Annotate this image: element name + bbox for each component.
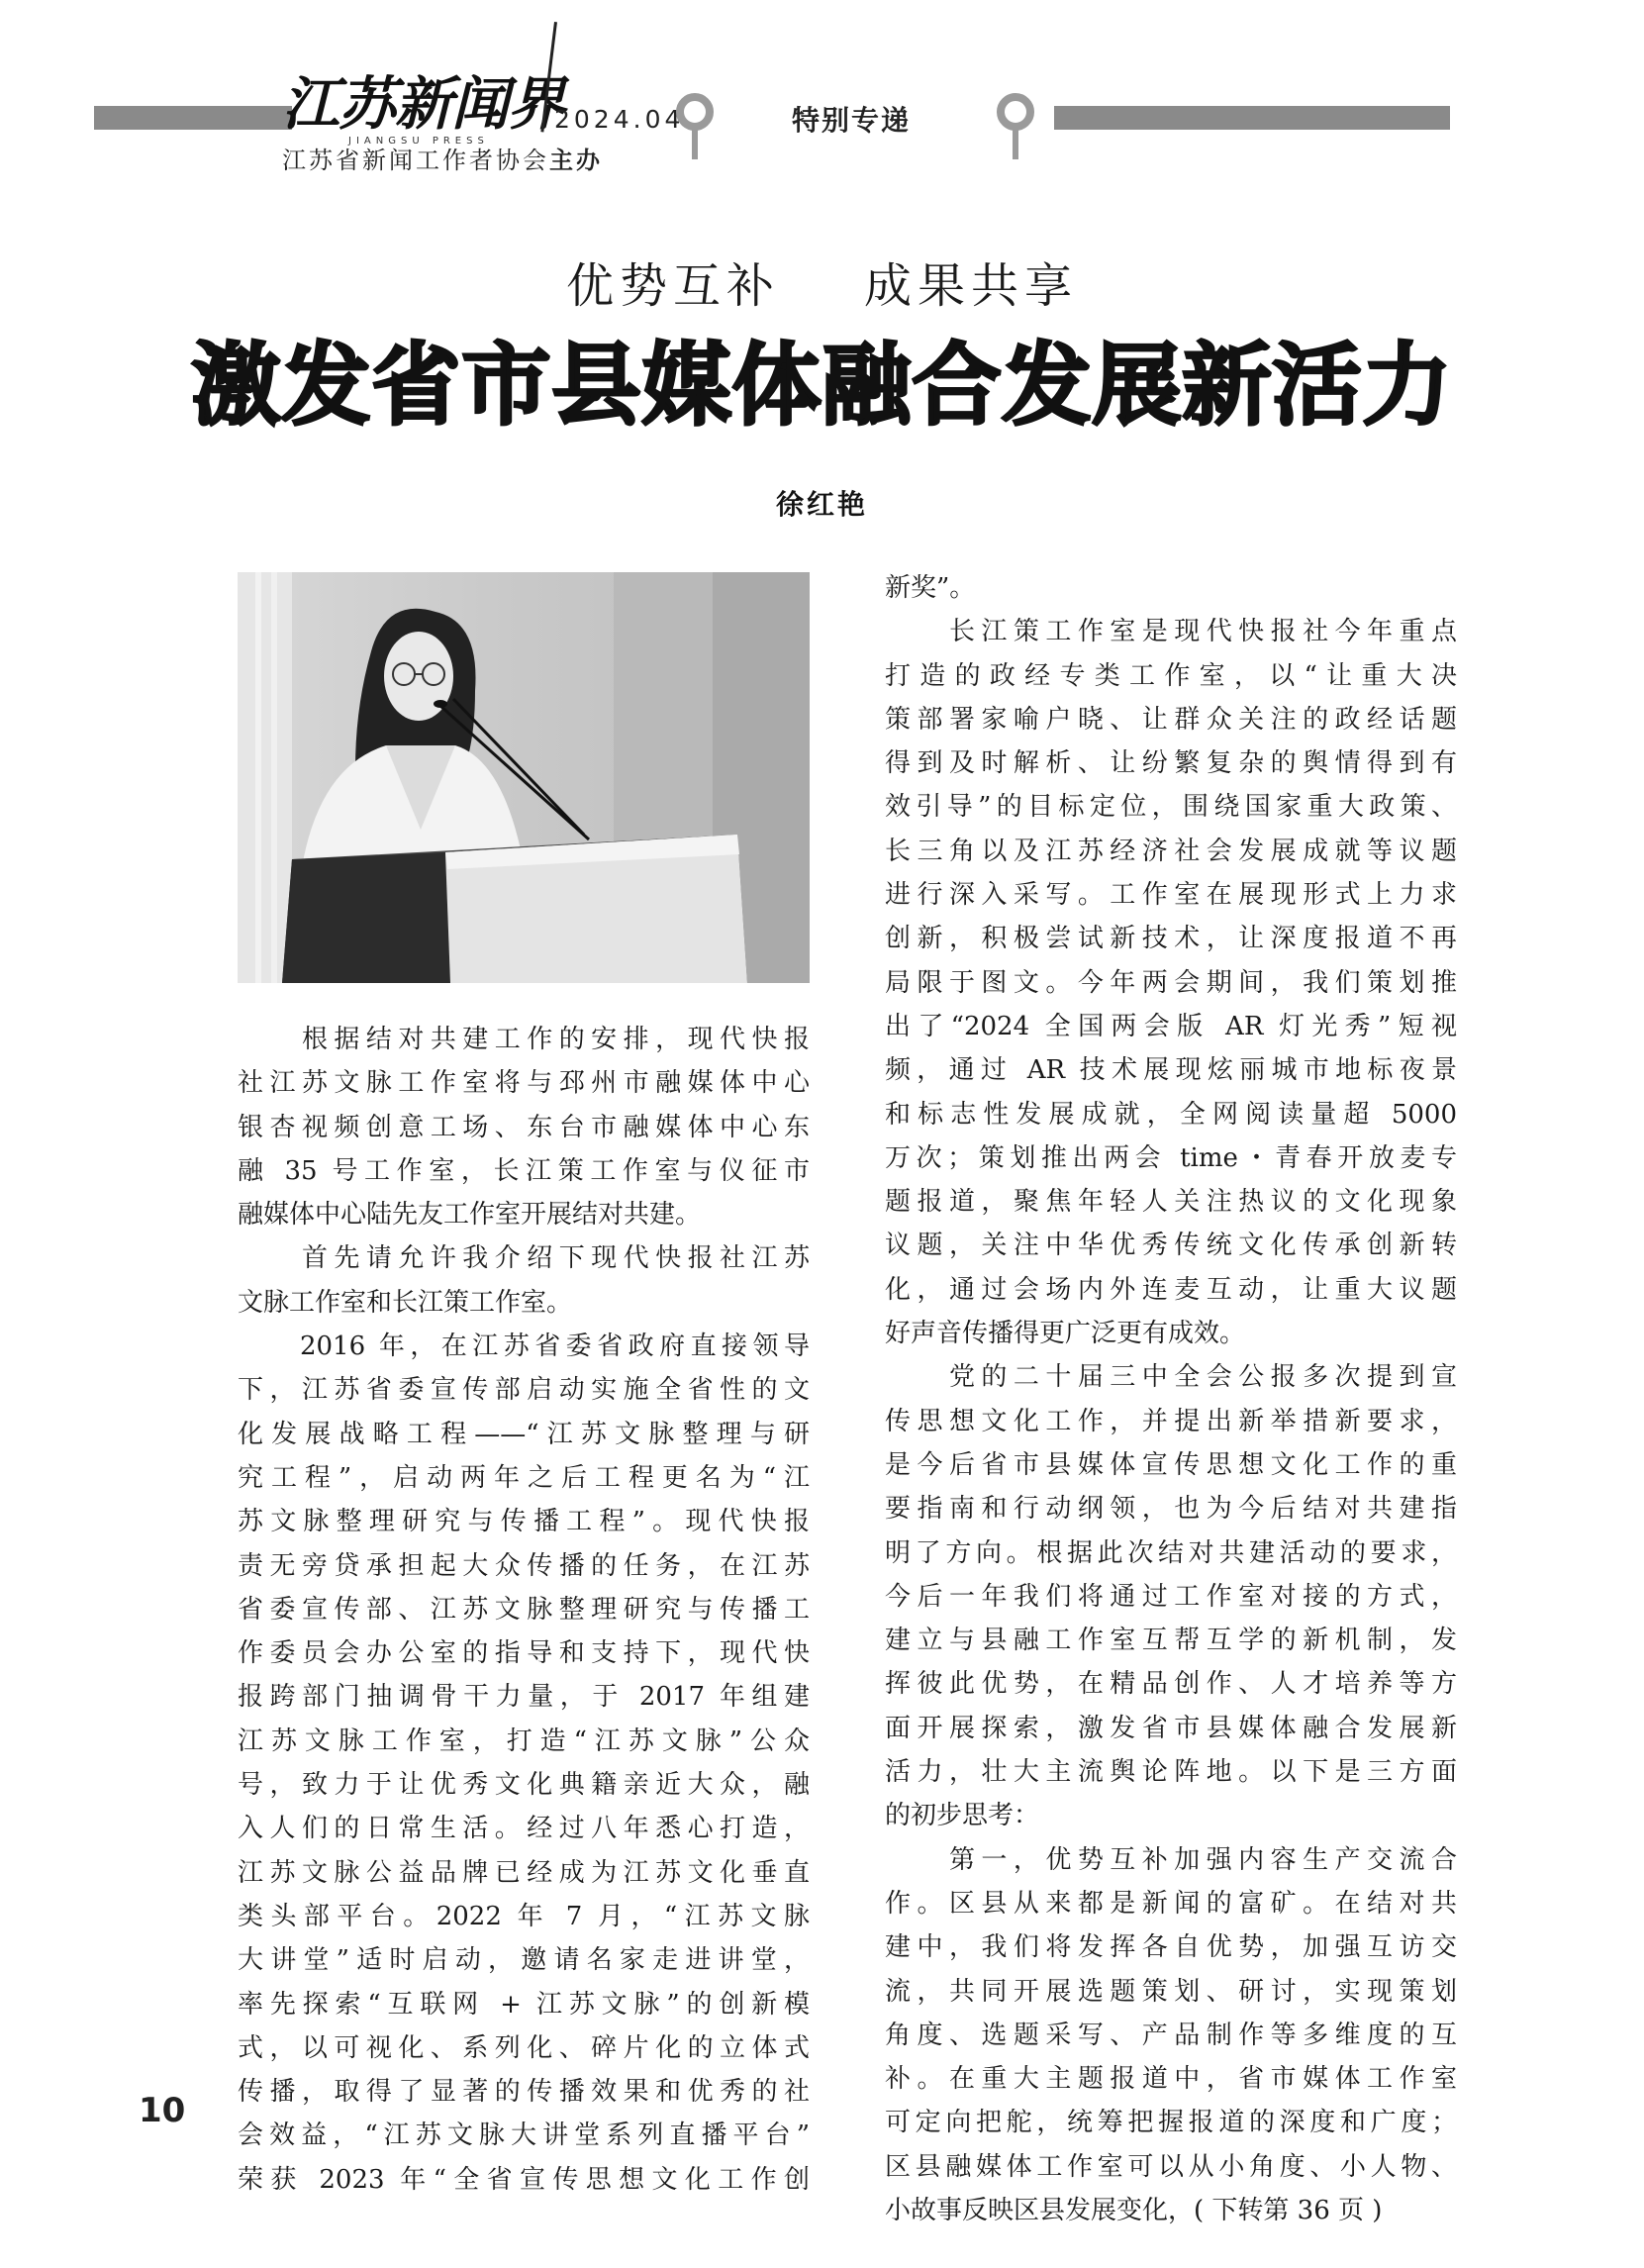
map-pin-icon xyxy=(673,92,717,161)
body-text-line: 活力，壮大主流舆论阵地。以下是三方面 xyxy=(885,1757,1457,1788)
body-text-line: 可定向把舵，统筹把握报道的深度和广度； xyxy=(885,2108,1457,2138)
body-text-line: 区县融媒体工作室可以从小角度、小人物、 xyxy=(885,2151,1457,2182)
body-text-line: 苏文脉整理研究与传播工程”。现代快报 xyxy=(238,1507,810,1537)
body-text-line: 好声音传播得更广泛更有成效。 xyxy=(885,1319,1246,1349)
speaker-photo-illustration xyxy=(238,572,810,983)
body-text-line: 进行深入采写。工作室在展现形式上力求 xyxy=(885,880,1457,911)
magazine-title: 江苏新闻界 xyxy=(282,70,565,138)
body-text-line: 化发展战略工程——“江苏文脉整理与研 xyxy=(238,1419,810,1449)
body-text-line: 的初步思考： xyxy=(885,1801,1040,1831)
page-number: 10 xyxy=(139,2091,186,2130)
body-text-line: 第一，优势互补加强内容生产交流合 xyxy=(885,1844,1457,1875)
body-text-line: 大讲堂”适时启动，邀请名家走进讲堂， xyxy=(238,1945,810,1976)
body-text-line: 究工程”，启动两年之后工程更名为“江 xyxy=(238,1462,810,1493)
issue-number: 2024.04 xyxy=(554,105,685,134)
body-text-line: 和标志性发展成就，全网阅读量超 5000 xyxy=(885,1099,1457,1130)
body-text-line: 会效益，“江苏文脉大讲堂系列直播平台” xyxy=(238,2120,810,2151)
body-text-line: 要指南和行动纲领，也为今后结对共建指 xyxy=(885,1494,1457,1525)
body-text-line: 今后一年我们将通过工作室对接的方式， xyxy=(885,1581,1457,1612)
body-text-line: 建中，我们将发挥各自优势，加强互访交 xyxy=(885,1932,1457,1963)
body-text-line: 长三角以及江苏经济社会发展成就等议题 xyxy=(885,836,1457,866)
body-text-line: 长江策工作室是现代快报社今年重点 xyxy=(885,617,1457,647)
body-text-line: 江苏文脉公益品牌已经成为江苏文化垂直 xyxy=(238,1857,810,1888)
body-text-line: 入人们的日常生活。经过八年悉心打造， xyxy=(238,1814,810,1844)
body-text-line: 银杏视频创意工场、东台市融媒体中心东 xyxy=(238,1112,810,1142)
sponsor-suffix: 主办 xyxy=(549,147,603,174)
body-text-line: 打造的政经专类工作室，以“让重大决 xyxy=(885,660,1457,691)
body-text-line: 社江苏文脉工作室将与邳州市融媒体中心 xyxy=(238,1068,810,1099)
body-text-line: 角度、选题采写、产品制作等多维度的互 xyxy=(885,2020,1457,2050)
body-text-line: 建立与县融工作室互帮互学的新机制，发 xyxy=(885,1626,1457,1656)
magazine-title-en: JIANGSU PRESS xyxy=(348,136,489,147)
body-text-line: 补。在重大主题报道中，省市媒体工作室 xyxy=(885,2064,1457,2095)
body-text-line: 小故事反映区县发展变化，( 下转第 36 页 ) xyxy=(885,2195,1383,2225)
body-text-line: 出了“2024 全国两会版 AR 灯光秀”短视 xyxy=(885,1011,1457,1041)
body-text-line: 报跨部门抽调骨干力量，于 2017 年组建 xyxy=(238,1682,810,1713)
body-text-line: 策部署家喻户晓、让群众关注的政经话题 xyxy=(885,704,1457,735)
body-text-line: 荣获 2023 年“全省宣传思想文化工作创 xyxy=(238,2164,810,2195)
body-text-line: 首先请允许我介绍下现代快报社江苏 xyxy=(238,1243,810,1274)
body-text-line: 作委员会办公室的指导和支持下，现代快 xyxy=(238,1638,810,1669)
body-text-line: 局限于图文。今年两会期间，我们策划推 xyxy=(885,967,1457,998)
body-text-line: 面开展探索，激发省市县媒体融合发展新 xyxy=(885,1713,1457,1743)
body-text-line: 创新，积极尝试新技术，让深度报道不再 xyxy=(885,924,1457,954)
sponsor-line xyxy=(282,148,603,172)
body-text-line: 类头部平台。2022 年 7 月，“江苏文脉 xyxy=(238,1901,810,1931)
body-text-line: 责无旁贷承担起大众传播的任务，在江苏 xyxy=(238,1550,810,1581)
body-text-line: 党的二十届三中全会公报多次提到宣 xyxy=(885,1362,1457,1393)
body-text-line: 省委宣传部、江苏文脉整理研究与传播工 xyxy=(238,1594,810,1625)
article-author: 徐红艳 xyxy=(775,488,868,521)
body-text-line: 频，通过 AR 技术展现炫丽城市地标夜景 xyxy=(885,1055,1457,1086)
article-body-right-column xyxy=(885,566,1457,2232)
body-text-line: 传思想文化工作，并提出新举措新要求， xyxy=(885,1406,1457,1436)
body-text-line: 率先探索“互联网 + 江苏文脉”的创新模 xyxy=(238,1989,810,2020)
column-name: 特别专递 xyxy=(792,104,912,137)
body-text-line: 效引导”的目标定位，围绕国家重大政策、 xyxy=(885,792,1457,823)
map-pin-icon xyxy=(994,92,1037,161)
body-text-line: 化，通过会场内外连麦互动，让重大议题 xyxy=(885,1274,1457,1305)
header-rule-left xyxy=(94,106,292,130)
body-text-line: 根据结对共建工作的安排，现代快报 xyxy=(238,1025,810,1054)
body-text-line: 融 35 号工作室，长江策工作室与仪征市 xyxy=(238,1155,810,1186)
article-body-left-column xyxy=(238,1018,810,2202)
body-text-line: 文脉工作室和长江策工作室。 xyxy=(238,1287,573,1318)
body-text-line: 2016 年，在江苏省委省政府直接领导 xyxy=(238,1331,810,1362)
body-text-line: 号，致力于让优秀文化典籍亲近大众，融 xyxy=(238,1770,810,1801)
body-text-line: 江苏文脉工作室，打造“江苏文脉”公众 xyxy=(238,1726,810,1756)
body-text-line: 是今后省市县媒体宣传思想文化工作的重 xyxy=(885,1449,1457,1480)
article-photo xyxy=(238,572,810,983)
article-title: 激发省市县媒体融合发展新活力 xyxy=(191,334,1453,438)
body-text-line: 挥彼此优势，在精品创作、人才培养等方 xyxy=(885,1669,1457,1700)
body-text-line: 传播，取得了显著的传播效果和优秀的社 xyxy=(238,2077,810,2108)
body-text-line: 作。区县从来都是新闻的富矿。在结对共 xyxy=(885,1888,1457,1919)
article-subtitle: 优势互补 成果共享 xyxy=(565,258,1079,314)
body-text-line: 得到及时解析、让纷繁复杂的舆情得到有 xyxy=(885,748,1457,779)
body-text-line: 融媒体中心陆先友工作室开展结对共建。 xyxy=(238,1200,702,1231)
header-rule-right xyxy=(1054,106,1450,130)
body-text-line: 题报道，聚焦年轻人关注热议的文化现象 xyxy=(885,1187,1457,1218)
body-text-line: 下，江苏省委宣传部启动实施全省性的文 xyxy=(238,1375,810,1406)
sponsor-text: 江苏省新闻工作者协会 xyxy=(282,147,549,174)
body-text-line: 明了方向。根据此次结对共建活动的要求， xyxy=(885,1537,1457,1568)
body-text-line: 式，以可视化、系列化、碎片化的立体式 xyxy=(238,2032,810,2063)
body-text-line: 流，共同开展选题策划、研讨，实现策划 xyxy=(885,1976,1457,2007)
body-text-line: 议题，关注中华优秀传统文化传承创新转 xyxy=(885,1231,1457,1261)
body-text-line: 万次；策划推出两会 time・青春开放麦专 xyxy=(885,1142,1457,1173)
body-text-line: 新奖”。 xyxy=(885,573,976,603)
